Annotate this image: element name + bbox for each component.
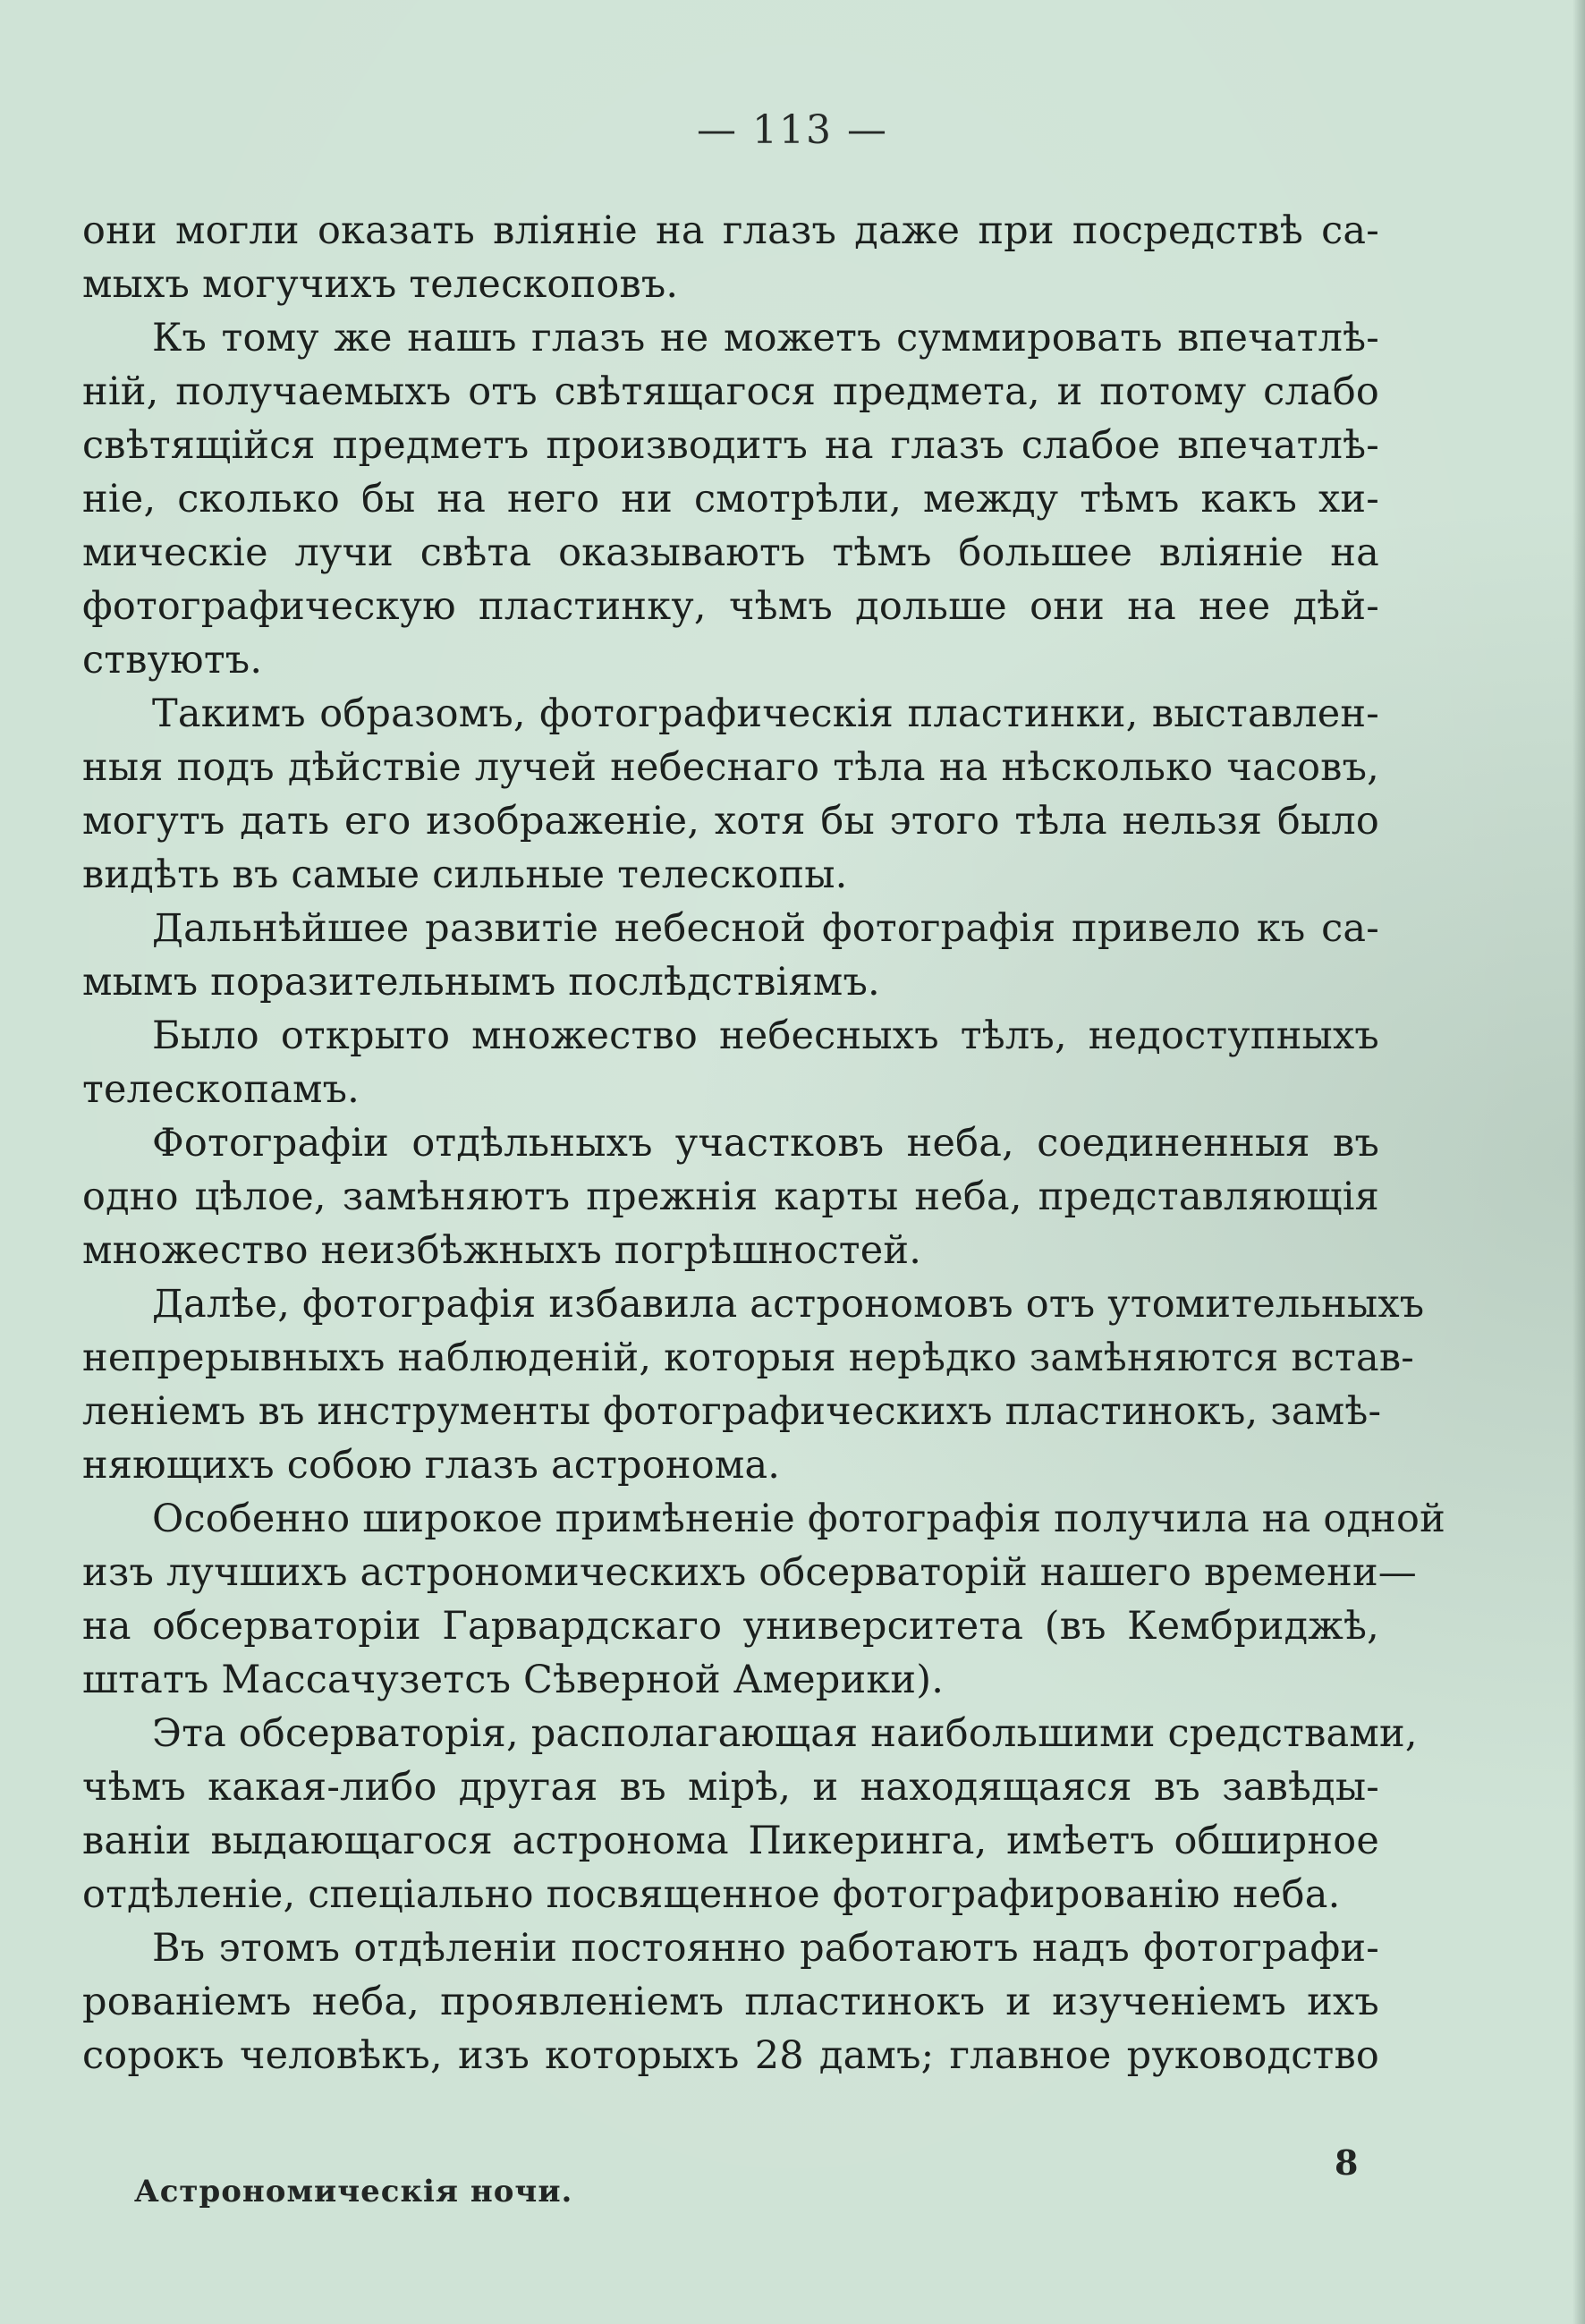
text-line: Въ этомъ отдѣленіи постоянно работаютъ надъ фотографи- bbox=[152, 1926, 1379, 1971]
text-line: сорокъ человѣкъ, изъ которыхъ 28 дамъ; главное руководство bbox=[82, 2033, 1379, 2078]
text-line: видѣть въ самые сильные телескопы. bbox=[82, 852, 848, 897]
text-line: Эта обсерваторія, располагающая наибольшими средствами, bbox=[152, 1711, 1418, 1756]
signature-mark: 8 bbox=[1335, 2142, 1359, 2183]
text-line: одно цѣлое, замѣняютъ прежнія карты неба, представляющія bbox=[82, 1175, 1379, 1219]
text-line: ваніи выдающагося астронома Пикеринга, имѣетъ обширное bbox=[82, 1819, 1379, 1863]
text-line: отдѣленіе, спеціально посвященное фотографированію неба. bbox=[82, 1872, 1341, 1917]
paragraph bbox=[82, 311, 1379, 687]
text-line: Фотографіи отдѣльныхъ участковъ неба, соединенныя въ bbox=[152, 1121, 1379, 1166]
text-line: на обсерваторіи Гарвардскаго университета (въ Кембриджѣ, bbox=[82, 1604, 1379, 1649]
text-line: Особенно широкое примѣненіе фотографія получила на одной bbox=[152, 1497, 1445, 1541]
paragraph bbox=[82, 1492, 1445, 1707]
paragraph bbox=[82, 1116, 1379, 1277]
text-line: мыхъ могучихъ телескоповъ. bbox=[82, 262, 679, 307]
paragraph bbox=[82, 1009, 1379, 1116]
text-line: они могли оказать вліяніе на глазъ даже при посредствѣ са- bbox=[82, 208, 1379, 253]
text-line: рованіемъ неба, проявленіемъ пластинокъ и изученіемъ ихъ bbox=[82, 1980, 1379, 2024]
text-line: могутъ дать его изображеніе, хотя бы этого тѣла нельзя было bbox=[82, 799, 1379, 844]
text-line: ныя подъ дѣйствіе лучей небеснаго тѣла на нѣсколько часовъ, bbox=[82, 745, 1379, 790]
paragraph bbox=[82, 1921, 1379, 2082]
text-line: множество неизбѣжныхъ погрѣшностей. bbox=[82, 1228, 922, 1273]
text-line: Было открыто множество небесныхъ тѣлъ, недоступныхъ bbox=[152, 1014, 1379, 1058]
text-line: мымъ поразительнымъ послѣдствіямъ. bbox=[82, 960, 880, 1005]
text-line: непрерывныхъ наблюденій, которыя нерѣдко замѣняются встав- bbox=[82, 1336, 1414, 1380]
body-text bbox=[82, 204, 1445, 2082]
text-line: ніе, сколько бы на него ни смотрѣли, между тѣмъ какъ хи- bbox=[82, 477, 1379, 522]
text-line: Дальнѣйшее развитіе небесной фотографія привело къ са- bbox=[152, 906, 1379, 951]
footer-title: Астрономическія ночи. bbox=[134, 2174, 573, 2209]
text-line: телескопамъ. bbox=[82, 1067, 360, 1112]
text-line: няющихъ собою глазъ астронома. bbox=[82, 1443, 781, 1488]
text-line: Къ тому же нашъ глазъ не можетъ суммировать впечатлѣ- bbox=[152, 316, 1379, 360]
page-number: — 113 — bbox=[697, 107, 888, 153]
text-line: чѣмъ какая-либо другая въ мірѣ, и находящаяся въ завѣды- bbox=[82, 1765, 1379, 1810]
paragraph bbox=[82, 1277, 1425, 1492]
text-line: мическіе лучи свѣта оказываютъ тѣмъ большее вліяніе на bbox=[82, 530, 1379, 575]
text-line: Такимъ образомъ, фотографическія пластинки, выставлен- bbox=[152, 691, 1379, 736]
text-line: ствуютъ. bbox=[82, 638, 263, 683]
scan-edge-shadow bbox=[1572, 0, 1585, 2324]
paragraph bbox=[82, 902, 1379, 1009]
text-line: изъ лучшихъ астрономическихъ обсерваторій нашего времени— bbox=[82, 1550, 1418, 1595]
text-line: ній, получаемыхъ отъ свѣтящагося предмета, и потому слабо bbox=[82, 369, 1379, 414]
text-line: Далѣе, фотографія избавила астрономовъ отъ утомительныхъ bbox=[152, 1282, 1425, 1327]
text-line: штатъ Массачузетсъ Сѣверной Америки). bbox=[82, 1658, 945, 1702]
paragraph bbox=[82, 687, 1379, 902]
paragraph bbox=[82, 204, 1379, 311]
text-line: свѣтящійся предметъ производитъ на глазъ слабое впечатлѣ- bbox=[82, 423, 1379, 468]
paragraph bbox=[82, 1707, 1418, 1921]
text-line: фотографическую пластинку, чѣмъ дольше они на нее дѣй- bbox=[82, 584, 1379, 629]
text-line: леніемъ въ инструменты фотографическихъ пластинокъ, замѣ- bbox=[82, 1389, 1382, 1434]
